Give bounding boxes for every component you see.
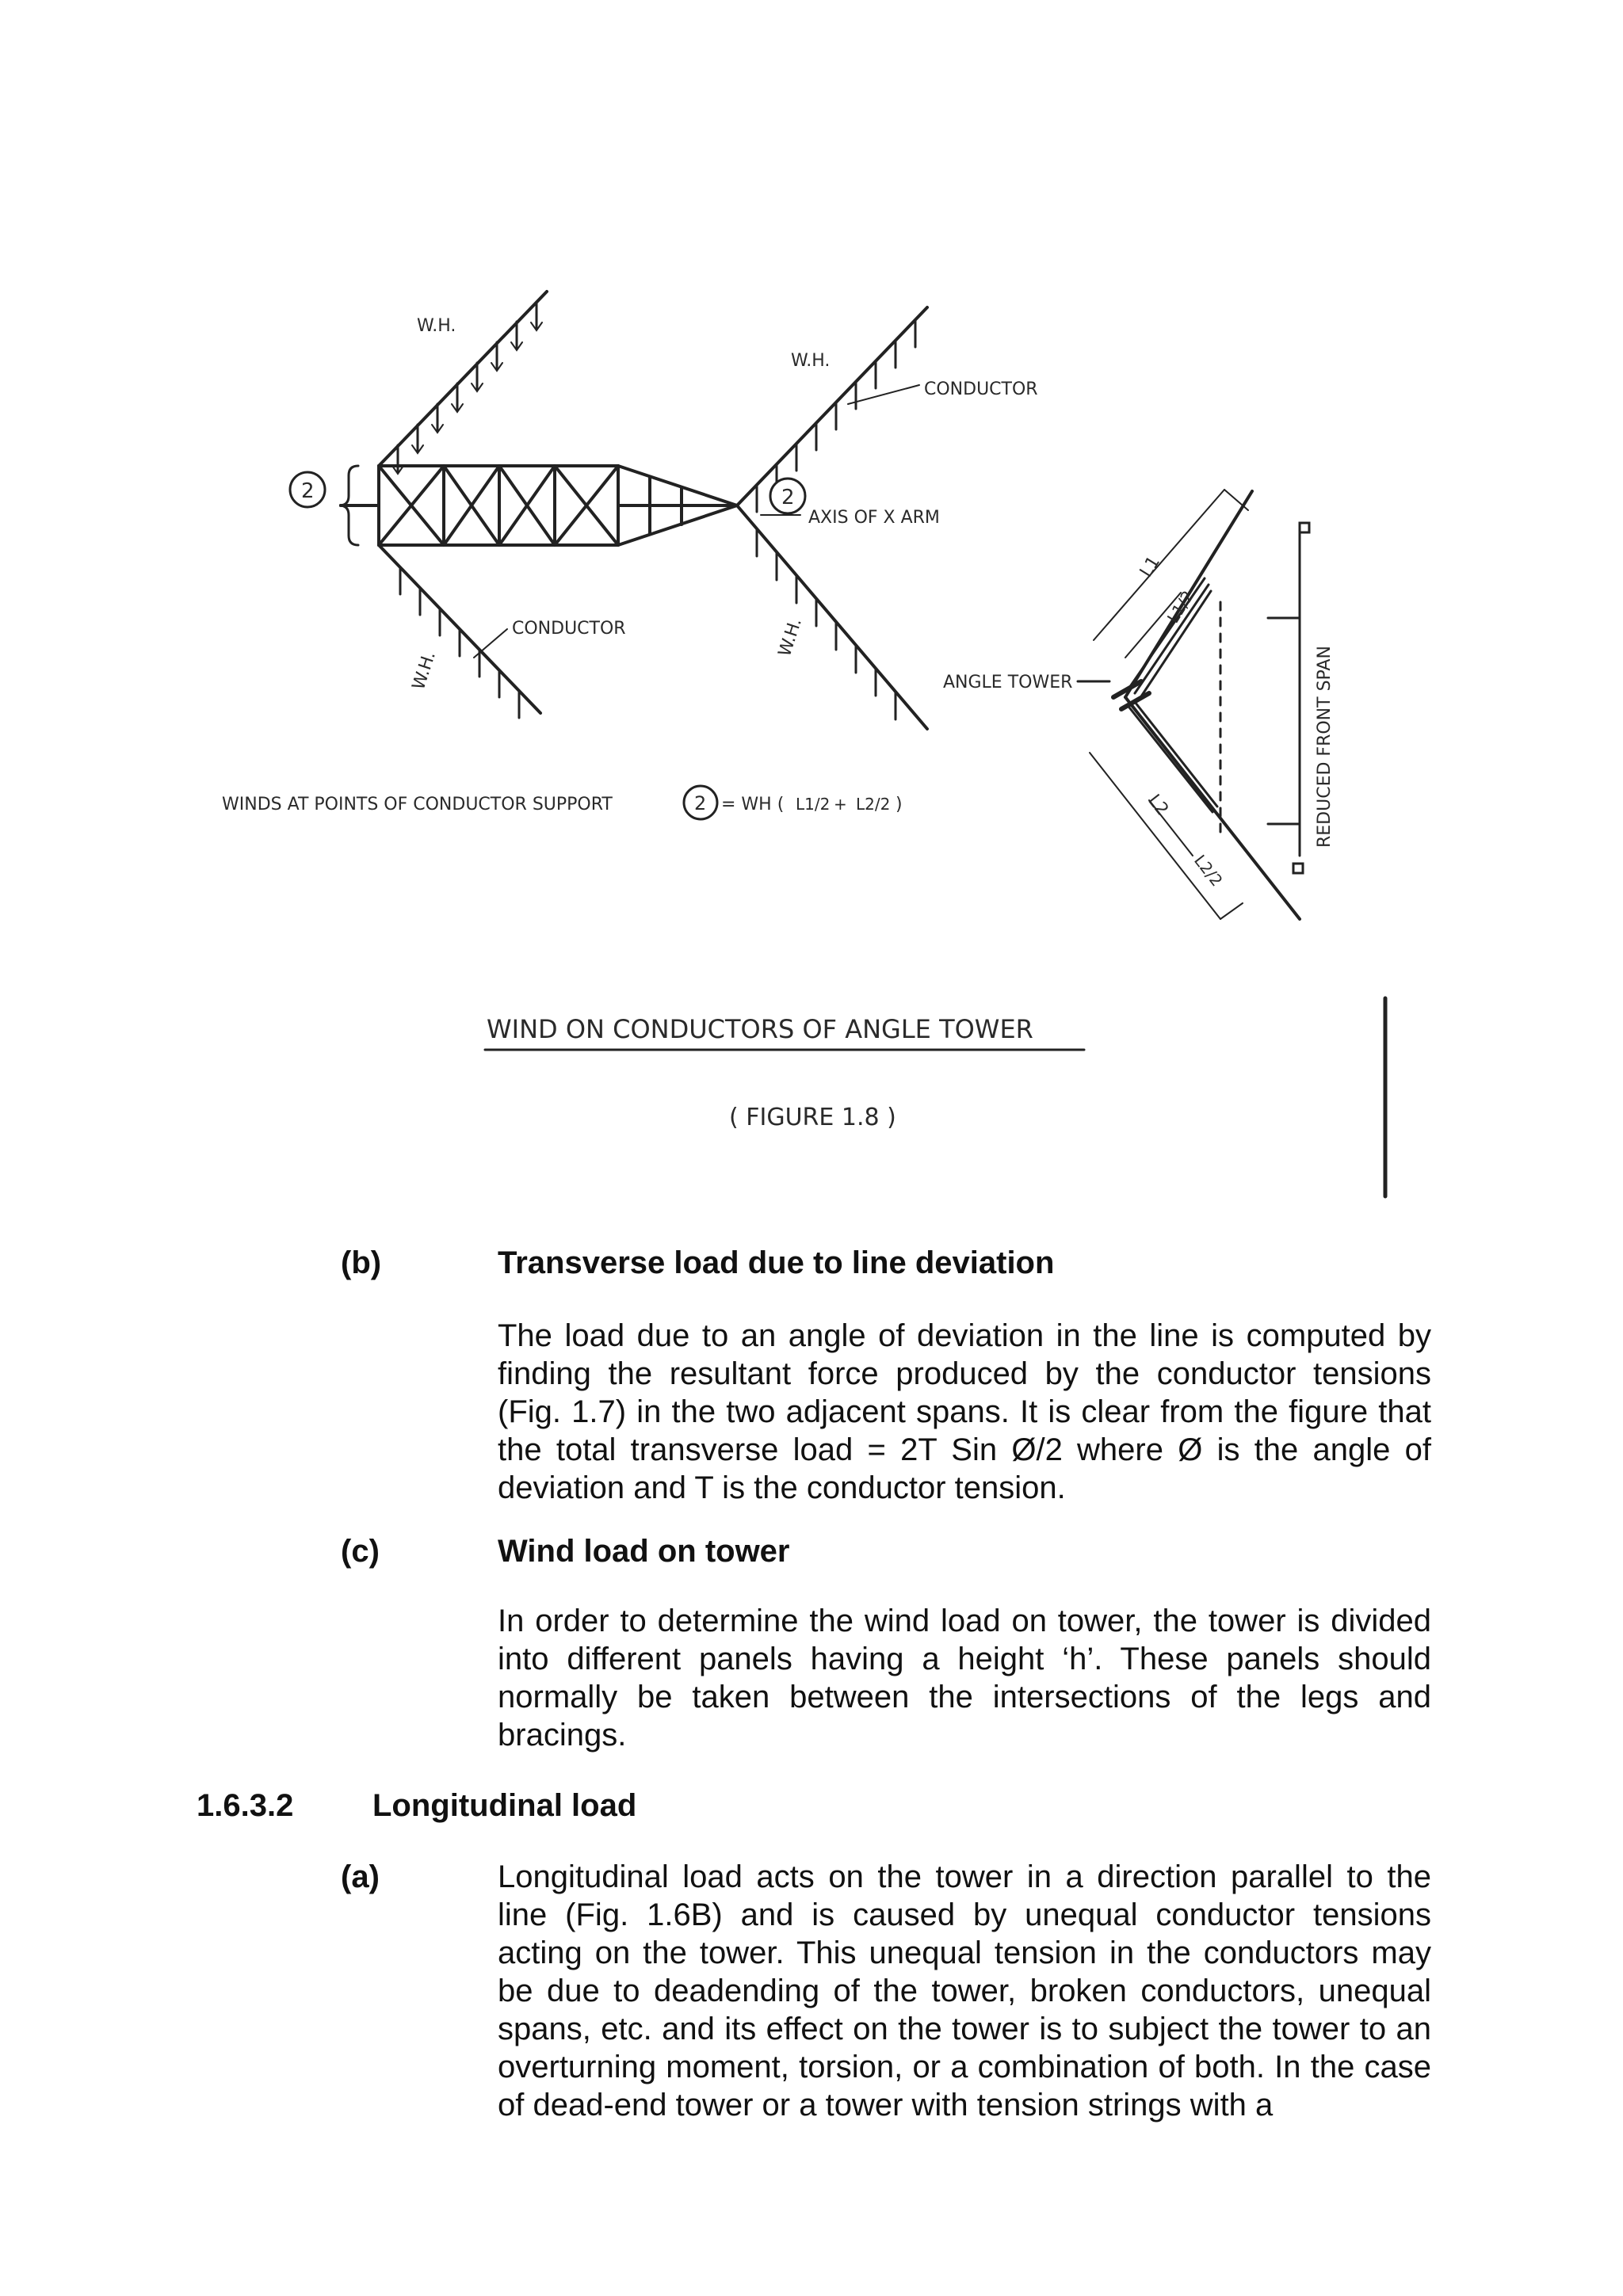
section-c-heading: Wind load on tower <box>498 1534 790 1569</box>
conductor-top-leader <box>848 385 919 404</box>
conductor-bottom-leader <box>474 629 507 658</box>
lower-right-wind-arrows <box>757 529 896 719</box>
lower-right-conductor <box>737 505 927 729</box>
angle-tower-label: ANGLE TOWER <box>943 673 1073 692</box>
wh-top-right-label: W.H. <box>791 351 831 371</box>
right-support-label: 2 <box>781 486 795 509</box>
l2-label: L2 <box>1144 791 1173 820</box>
wh-bottom-right-label: W.H. <box>774 616 806 659</box>
formula-support-label: 2 <box>694 792 707 814</box>
formula-prefix: WINDS AT POINTS OF CONDUCTOR SUPPORT <box>222 795 613 814</box>
figure-title: WIND ON CONDUCTORS OF ANGLE TOWER <box>487 1014 1033 1044</box>
formula-close: ) <box>896 795 903 814</box>
wh-top-left-label: W.H. <box>417 316 456 336</box>
angle-tower-diagram <box>1078 490 1309 919</box>
conductor-top-label: CONDUCTOR <box>924 379 1038 399</box>
section-c-body: In order to determine the wind load on tower, the tower is divided into different panels having a height ‘h’. These panels should normally be taken between the intersections of the legs and bracings. <box>498 1604 1431 1753</box>
formula-plus: + <box>834 795 847 814</box>
left-support-label: 2 <box>301 479 315 503</box>
formula-l1: L1/2 <box>796 795 831 814</box>
axis-cross-arm-label: AXIS OF X ARM <box>808 508 940 528</box>
section-c-marker: (c) <box>341 1534 380 1569</box>
reduced-front-span-label: REDUCED FRONT SPAN <box>1315 646 1335 848</box>
conductor-bottom-label: CONDUCTOR <box>512 619 626 639</box>
formula-l2: L2/2 <box>856 795 891 814</box>
formula-equals: = WH ( <box>721 795 785 814</box>
figure-caption: ( FIGURE 1.8 ) <box>729 1104 896 1131</box>
upper-left-conductor <box>379 292 547 466</box>
subsection-title: Longitudinal load <box>372 1788 637 1823</box>
upper-left-wind-arrows <box>392 302 542 474</box>
subsection-number: 1.6.3.2 <box>197 1788 294 1823</box>
section-b-marker: (b) <box>341 1245 382 1280</box>
section-b-body: The load due to an angle of deviation in the line is computed by finding the resultant force produced by the conductor tensions (Fig. 1.7) in the two adjacent spans. It is clear from the figure that the total transverse load = 2T Sin Ø/2 where Ø is the angle of deviation and T is the conductor tension. <box>498 1318 1431 1505</box>
l2-half-label: L2/2 <box>1190 851 1227 891</box>
item-a-body: Longitudinal load acts on the tower in a direction parallel to the line (Fig. 1.6B) and is caused by unequal conductor tensions acting on the tower. This unequal tension in the conductors may be due to deadending of the tower, broken conductors, unequal spans, etc. and its effect on the tower is to subject the tower to an overturning moment, torsion, or a combination of both. In the case of dead-end tower or a tower with tension strings with a <box>498 1859 1431 2122</box>
support-point-markers <box>290 472 805 819</box>
lower-left-wind-arrows <box>400 567 519 718</box>
l1-label: L1 <box>1136 552 1165 582</box>
wh-bottom-left-label: W.H. <box>408 649 440 692</box>
upper-right-conductor <box>737 307 927 505</box>
section-b-heading: Transverse load due to line deviation <box>498 1245 1055 1280</box>
l1-half-label: L1/2 <box>1163 587 1198 627</box>
cross-arm-lattice <box>341 466 737 545</box>
item-a-marker: (a) <box>341 1859 380 1894</box>
